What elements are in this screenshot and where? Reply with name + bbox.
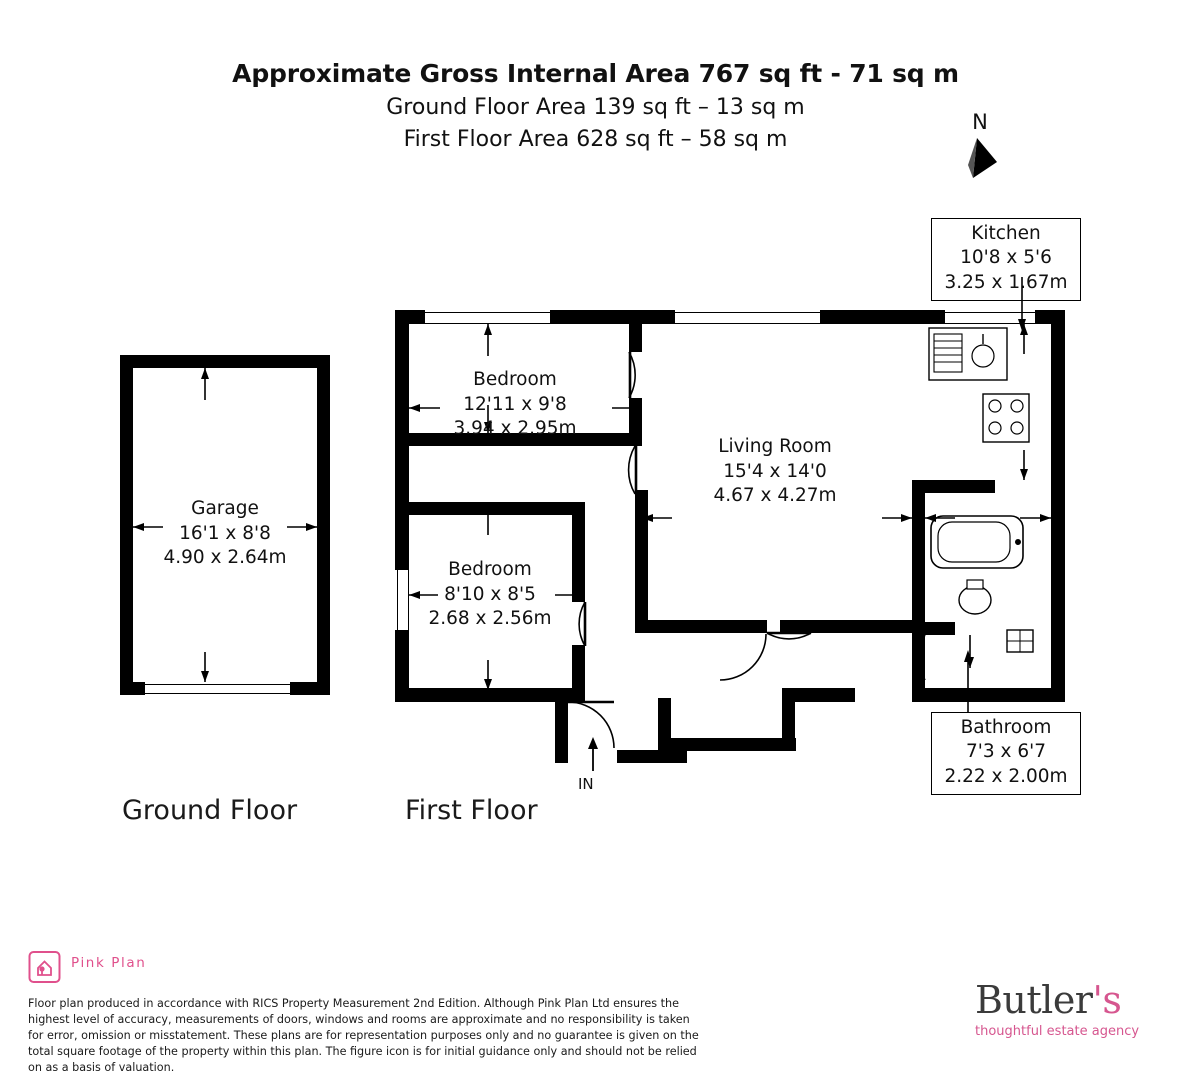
butlers-name [975,978,1175,1022]
kitchen-dim-imperial: 10'8 x 5'6 [960,247,1052,269]
bathroom-name: Bathroom [960,717,1052,738]
bedroom2-name: Bedroom [448,559,532,580]
bedroom2-label [385,558,595,632]
garage-dimension-arrows [0,0,330,700]
north-label: N [972,110,988,134]
bedroom1-name: Bedroom [473,369,557,390]
pinkplan-brand-text: Pink Plan [71,955,147,971]
ground-floor-plan [0,0,400,780]
butlers-name-text: Butler [975,978,1093,1022]
north-arrow-icon [955,110,1025,185]
ground-floor-area-text: Ground Floor Area 139 sq ft – 13 sq m [386,95,805,120]
pinkplan-house-icon [28,948,62,984]
bedroom2-dim-imperial: 8'10 x 8'5 [444,583,536,605]
garage-name: Garage [191,498,259,519]
page-title: Approximate Gross Internal Area 767 sq ft - 71 sq m [232,59,959,88]
living-room-label [660,435,890,509]
bathroom-dim-metric: 2.22 x 2.00m [944,765,1068,787]
bedroom1-dim-metric: 3.94 x 2.95m [453,418,577,440]
living-room-name: Living Room [718,436,832,457]
bathroom-dim-imperial: 7'3 x 6'7 [966,741,1046,763]
disclaimer-text: Floor plan produced in accordance with RICS Property Measurement 2nd Edition. Although Pink Plan Ltd ensures the highest level of accuracy, measurements of doors, windows and rooms are approximate and no responsibility is taken for error, omission or misstatement. These plans are for representation purposes only and no guarantee is given on the total square footage of the property within this plan. The figure icon is for initial guidance only and should not be relied on as a basis of valuation. [28,997,699,1074]
garage-dim-imperial: 16'1 x 8'8 [179,522,271,544]
first-floor-caption: First Floor [405,795,538,826]
bathroom-leader-arrow [940,640,1000,715]
bedroom1-label [400,368,630,442]
kitchen-leader-arrow [1000,275,1050,335]
kitchen-name: Kitchen [971,223,1041,244]
bedroom1-dim-imperial: 12'11 x 9'8 [463,393,567,415]
pinkplan-logo [28,948,228,986]
bathroom-callout [931,712,1081,795]
bedroom2-dim-metric: 2.68 x 2.56m [428,608,552,630]
first-floor-area-text: First Floor Area 628 sq ft – 58 sq m [403,127,788,153]
ground-floor-caption: Ground Floor [122,795,298,826]
entrance-arrow-icon [575,735,615,775]
butlers-logo [975,978,1175,1039]
butlers-apostrophe: 's [1092,978,1122,1022]
living-room-dim-imperial: 15'4 x 14'0 [723,460,827,482]
butlers-tagline: thoughtful estate agency [975,1024,1140,1039]
garage-dim-metric: 4.90 x 2.64m [163,547,287,569]
entrance-label: IN [578,775,594,793]
living-room-dim-metric: 4.67 x 4.27m [713,485,837,507]
garage-label [110,497,340,571]
kitchen-dim-metric: 3.25 x 1.67m [944,271,1068,293]
